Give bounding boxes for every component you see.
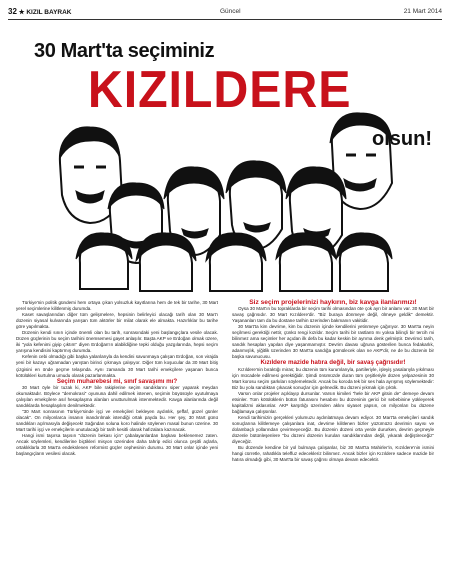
- paragraph: 30 Mart'ta kim devrime, kim bu düzenin içinde kendilerini yetinmeye çağırıyor. 30 Mart'ta neyin seçilmesi gerektiği nettir, çünkü rengi kızıldır. Seçim tarihi bir rastlantı mı yoksa bilinçli bir tercih mi bilinmez ama seçimler her açıdan ilk defa bu kadar keskin bir ayrıma denk gelmiştir. Devrimci tarih, sandık hesapları yapılan diye yaşanmamıştır. Devrim davası uğruna gösterilen bunca fedakarlık, adanmışlık, yiğitlik üzerinden 30 Mart'ta sandığa gömülecek olan ne AKP'dir, ne de bu düzenin bir başka savunucusu.: [232, 324, 434, 360]
- headline-line-1: 30 Mart'ta seçiminiz: [34, 40, 215, 62]
- publication-name: KIZIL BAYRAK: [26, 9, 72, 16]
- revolutionaries-portrait-illustration: [40, 103, 410, 293]
- page-header: [8, 5, 442, 20]
- paragraph: 30 Mart öyle bir tuzak ki, AKP bile rakiplerine seçim sandıklarını siper yaparak meydan okumaktadır. Böylece "demokrasi" oyununa dahil edilmek istenen, seçimin büyüsüyle uyutulmaya çalışılan emekçilere asıl hesaplaşma alanları unutturulmak istenmektedir. Kavga alanlarında değil sandıklarda hesaplaşılım denilmektedir.: [16, 384, 218, 408]
- article-left-column: [16, 300, 218, 457]
- section-subheading: Seçim muharebesi mi, sınıf savaşımı mı?: [56, 377, 178, 385]
- headline-line-2: KIZILDERE: [87, 61, 352, 119]
- paragraph: Türkiye'nin politik gündemi hem ortaya çıkan yolsuzluk kayıtlarına hem de tek bir tarihe, 30 Mart yerel seçimlerine kilitlenmiş durumda.: [16, 300, 218, 312]
- paragraph: Varsın onlar projeler açıklayıp dursunlar. Varsın kimileri "hele bir AKP gitsin de" demeye devam etsinler. Tüm kötülüklerin bütün faturasını hesabını bu düzeninin gerici bir sebebinine yükleyerek kapitalizmi aklasınlar. AKP karşıtlığı üzerinden aklını siyaset yapsın, on milyonları bu düzene bağlamaya çalışsınlar.: [232, 390, 434, 414]
- headline-line-3: olsun!: [372, 128, 432, 150]
- paragraph: Bu düzende kendine bir yol bulmaya çalışanlar, biz 30 Mart'ta Mahirler'in, Kızıldere'nin ismini hangi cürretle, rahatlıkla teleffuz edecekleriz bilinmez. Ancak bizler için Kızıldere sadece mazide bir hatıra olmadığı gibi, 30 Mart'ta bir savaş çağrısı olmaya devam edecektir.: [232, 445, 434, 463]
- paragraph: Kızıldere'nin bıraktığı miras; bu düzenin tüm kurumlarıyla, partileriyle, işleyiş yasalarıyla yıkılması için mücadele edilmesi gerektiğidir. Şimdi önümüzde duran tüm çeşitleriyle düzen yelpazesinin 30 Mart korosu seçim şarkıları söylemektedir. Ancak bu koroda tek bir ses hala ayrışmış söylemektedir: Biz bu yola sandıktan çıkacak sonuçlar için gelmedik. Bu düzeni yıkmak için çıktık.: [232, 366, 434, 390]
- paragraph: Kendi tarihimizin gerçekleri yolumuzu aydınlatmaya devam ediyor. 30 Mart'ta emekçileri sandık sonuçlarına kilitlemeye çalışanlara inat, devrime kilitlenen bizler yüzümüzü devrimin sayısı ve dolambaçlı yollarından çevirmeyeceğiz. Bu düzenin düzeni orta yerde dururken, devrim geçmeyle düzenle bütünleşenlere "bu düzeni düzenin kurulan sandıklarından değil, yıkarak değiştireceğiz" diyeceğiz.: [232, 414, 434, 445]
- section-subheading: Siz seçim projelerinizi haykırın, biz kavga ilanlarımızı!: [249, 299, 417, 306]
- page-number: 32: [8, 7, 17, 16]
- paragraph: Kefenin cebi olmadığı gibi başka yalanlarıyla da kendini savunmaya çalışan Erdoğan, son virajda yeni bir kazayı uğramadan yarıştan birinci çıkmaya çalışıyor. Diğer tüm koşucular da 30 Mart bitiş çizgisini en önde geçme telaşında. Aynı zamanda 30 Mart tarihi emekçilere yaşanan bunca kötülükleri kurtulma umudu olarak pazarlanmakta.: [16, 354, 218, 378]
- paragraph: Hangi ismi taşırsa taşısın "düzenin bekası için" çabalayanlardan başkası beklenemez zaten. Ancak söylemleri, kendilerine biçtikleri misyon üzerinden daha tahrip edici olunca çeşitli açlarla, ortaklıklarla 30 Mart'a endekslenen reformist güçler cephesinin durumu. 30 Mart onlar içinde yeni başlangıçların vesilesi olacak.: [16, 433, 218, 457]
- section-label: Güncel: [220, 8, 241, 15]
- paragraph: Kaset savaşlarından diğer tüm gelişmelere, hepsinin belirleyici olacağı tarih olan 30 Mart'ı düzenin siyasal kulvarında yarışan tüm aktörler bir milat olarak ele almakta. Hazırlıklar bu tarihe göre yapılmakta.: [16, 312, 218, 330]
- section-subheading: Kızıldere mazide hatıra değil, bir savaş çağrısıdır!: [260, 359, 406, 367]
- paragraph: "30 Mart sonrasının Türkiye'sinde işçi ve emekçileri bekleyen aydınlık, şeffaf, güzel günler olacak". On milyonlarca insanın inandırılmak istendiği ortak payda bu. Her şey, 30 Mart günü sandıkları açılmasıyla değişecek! Sağından soluna koro halinde söylenen masal bunun üzerine. 30 Mart tarihi işçi ve emekçilerin unutulacağı bir tarih kesitli olarak hafızalara kazınacak.: [16, 408, 218, 432]
- article-right-column: [232, 300, 434, 463]
- issue-date: 21 Mart 2014: [403, 8, 442, 15]
- star-icon: ★: [18, 9, 25, 16]
- paragraph: Düzenin kendi sınırı içinde önemli olan bu tarih, sonrasındaki yeni başlangıçlara vesile olacak. Düzen güçlerinin bu seçim tarihini önemsemesi gayet anlaşılır. Başta AKP ve Erdoğan olmak üzere, iki "yola kefenimi giyip çıktım" diyen Erdoğan'ın alabildiğine tepki olduğu yazgılarında, hepsi seçim yarışına kendisini kaptırmış durumda.: [16, 330, 218, 354]
- publication-label: [8, 7, 72, 16]
- paragraph: Oysa 30 Mart'ın bu topraklarda bir seçim tarihi olmasından öte çok ayrı bir anlamı var. 30 Mart bir savaş çağrısıdır. 30 Mart Kızıldere'dir. "Biz buraya dönmeye değil, ölmeye geldik" demektir. Yaşananları tam da bu dostane tarihin üzerinden bakmanın vakitidir.: [232, 306, 434, 324]
